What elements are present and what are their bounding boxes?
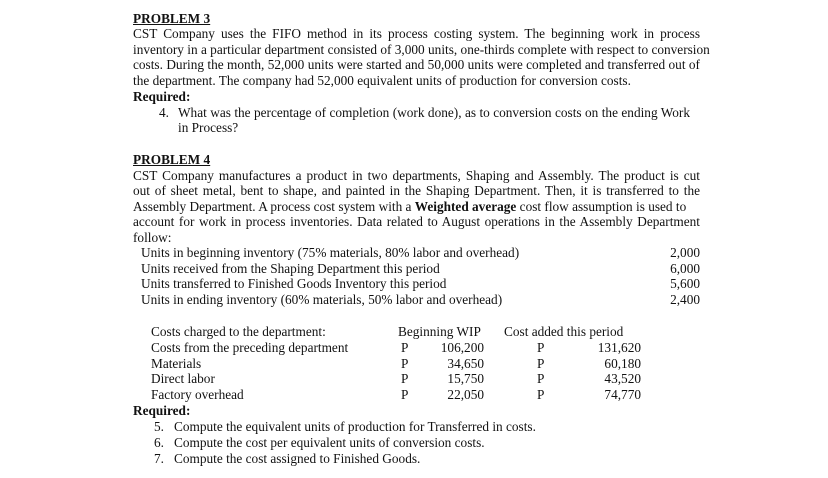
units-label: Units in beginning inventory (75% materials, 80% labor and overhead)	[141, 245, 520, 260]
question-text: Compute the equivalent units of production for Transferred in costs.	[174, 419, 536, 434]
text-segment: Assembly Department. A process cost system with a	[133, 199, 415, 214]
costs-header-cost-added: Cost added this period	[504, 324, 624, 339]
costs-header-beginning-wip: Beginning WIP	[398, 324, 481, 339]
problem3-text-line: costs. During the month, 52,000 units were started and 50,000 units were completed and transferred out of	[133, 57, 700, 72]
question-text: in Process?	[178, 120, 239, 135]
question-number: 5.	[154, 419, 164, 434]
units-value: 2,000	[670, 245, 700, 260]
question-number: 6.	[154, 435, 164, 450]
cost-added: 60,180	[604, 355, 641, 371]
cost-beginning-wip: 106,200	[440, 340, 484, 355]
question-number: 7.	[154, 451, 164, 466]
cost-added: 131,620	[597, 340, 641, 355]
cost-beginning-wip: 22,050	[447, 386, 484, 402]
problem4-text-line: out of sheet metal, bent to shape, and painted in the Shaping Department. Then, it is transferred to the	[133, 183, 700, 198]
bold-phrase: Weighted average	[414, 199, 517, 214]
problem3-text-line: CST Company uses the FIFO method in its process costing system. The beginning work in process	[133, 26, 700, 41]
cost-beginning-wip: 34,650	[447, 355, 484, 371]
problem3-title: PROBLEM 3	[133, 11, 211, 26]
problem4-title: PROBLEM 4	[133, 152, 211, 167]
units-label: Units in ending inventory (60% materials, 50% labor and overhead)	[141, 292, 503, 307]
question-number: 4.	[159, 105, 169, 120]
units-label: Units transferred to Finished Goods Inventory this period	[141, 276, 447, 291]
problem4-text-line: account for work in process inventories. Data related to August operations in the Assembly Department	[133, 214, 700, 229]
question-text: Compute the cost assigned to Finished Goods.	[174, 451, 421, 466]
units-value: 2,400	[670, 292, 700, 307]
problem3-text-line: the department. The company had 52,000 equivalent units of production for conversion costs.	[133, 73, 631, 88]
problem4-required: Required:	[133, 403, 191, 418]
problem3-text-line: inventory in a particular department consisted of 3,000 units, one-thirds complete with respect to conversion	[133, 42, 710, 57]
cost-beginning-wip: 15,750	[447, 371, 484, 387]
currency-symbol: P	[537, 340, 545, 355]
costs-header-label: Costs charged to the department:	[151, 324, 326, 339]
currency-symbol: P	[401, 355, 409, 371]
currency-symbol: P	[401, 340, 409, 355]
units-value: 6,000	[670, 261, 700, 276]
cost-row-label: Materials	[151, 355, 202, 371]
units-value: 5,600	[670, 276, 700, 291]
problem4-text-line: CST Company manufactures a product in two departments, Shaping and Assembly. The product is cut	[133, 168, 700, 183]
currency-symbol: P	[537, 386, 545, 402]
cost-row-label: Direct labor	[151, 371, 215, 387]
cost-row-label: Costs from the preceding department	[151, 340, 349, 355]
problem3-required: Required:	[133, 89, 191, 104]
cost-added: 74,770	[604, 386, 641, 402]
currency-symbol: P	[401, 386, 409, 402]
question-text: What was the percentage of completion (work done), as to conversion costs on the ending Work	[178, 105, 690, 120]
cost-row-label: Factory overhead	[151, 386, 244, 402]
currency-symbol: P	[537, 371, 545, 387]
cost-added: 43,520	[604, 371, 641, 387]
problem4-text-line	[133, 199, 700, 215]
units-label: Units received from the Shaping Department this period	[141, 261, 440, 276]
question-text: Compute the cost per equivalent units of conversion costs.	[174, 435, 485, 450]
currency-symbol: P	[401, 371, 409, 387]
currency-symbol: P	[537, 355, 545, 371]
problem4-text-line: follow:	[133, 230, 172, 245]
text-segment: cost flow assumption is used to	[516, 199, 687, 214]
